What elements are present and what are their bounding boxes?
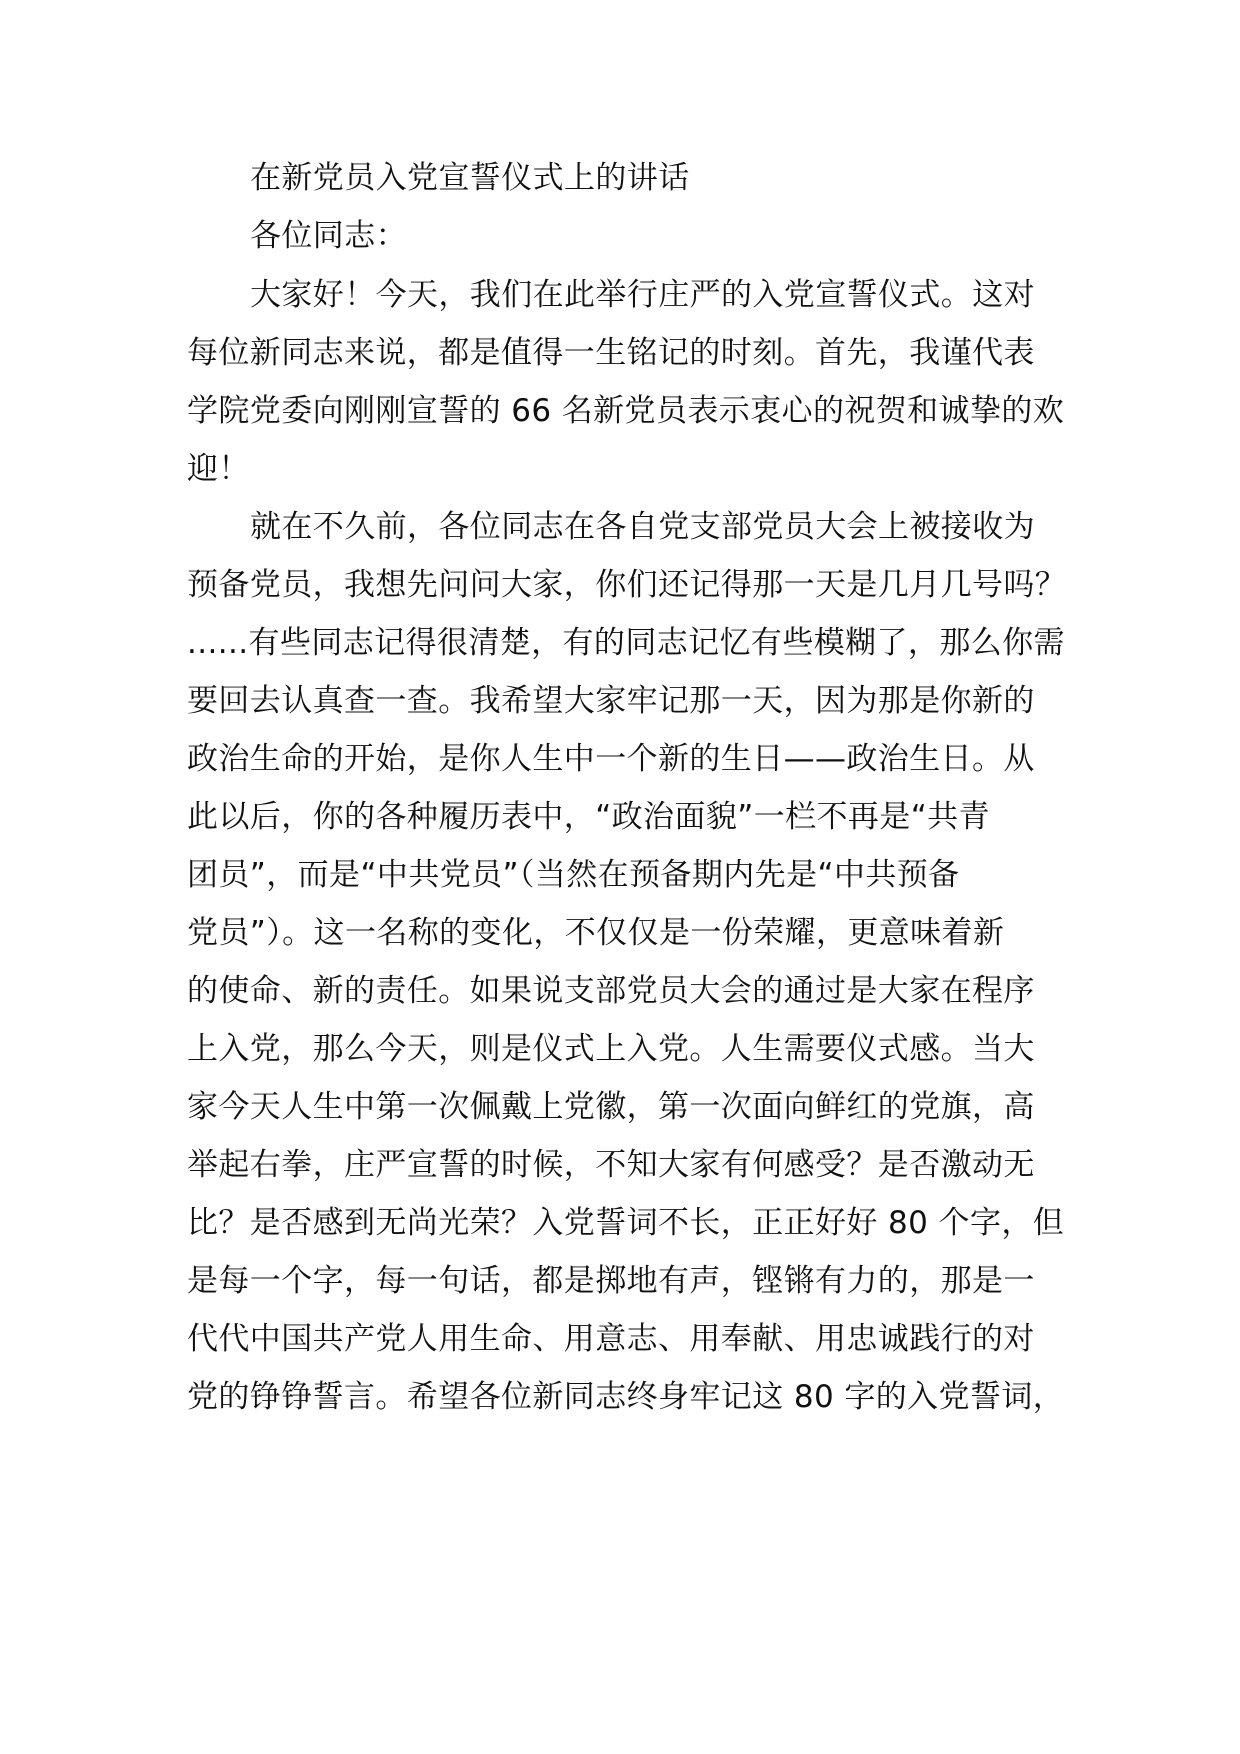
paragraph-1-line-2: 每位新同志来说，都是值得一生铭记的时刻。首先，我谨代表: [187, 335, 1035, 371]
paragraph-2-line-8: 党员”）。这一名称的变化，不仅仅是一份荣耀，更意味着新: [187, 915, 1005, 951]
paragraph-2-line-3: ......有些同志记得很清楚，有的同志记忆有些模糊了，那么你需: [187, 625, 1065, 661]
document-title: 在新党员入党宣誓仪式上的讲话: [250, 160, 690, 196]
paragraph-2-line-14: 是每一个字，每一句话，都是掷地有声，铿锵有力的，那是一: [187, 1263, 1035, 1299]
salutation: 各位同志：: [250, 218, 407, 254]
paragraph-2-line-16: 党的铮铮誓言。希望各位新同志终身牢记这 80 字的入党誓词，: [187, 1379, 1065, 1415]
paragraph-2-line-5: 政治生命的开始，是你人生中一个新的生日——政治生日。从: [187, 741, 1035, 777]
paragraph-2-line-4: 要回去认真查一查。我希望大家牢记那一天，因为那是你新的: [187, 683, 1035, 719]
paragraph-2-line-10: 上入党，那么今天，则是仪式上入党。人生需要仪式感。当大: [187, 1031, 1035, 1067]
paragraph-1-line-3: 学院党委向刚刚宣誓的 66 名新党员表示衷心的祝贺和诚挚的欢: [187, 393, 1065, 429]
paragraph-2-line-6: 此以后，你的各种履历表中，“政治面貌”一栏不再是“共青: [187, 799, 990, 835]
paragraph-2-line-15: 代代中国共产党人用生命、用意志、用奉献、用忠诚践行的对: [187, 1321, 1035, 1357]
paragraph-2-line-12: 举起右拳，庄严宣誓的时候，不知大家有何感受？是否激动无: [187, 1147, 1035, 1183]
paragraph-2-line-1: 就在不久前，各位同志在各自党支部党员大会上被接收为: [250, 509, 1035, 545]
paragraph-2-line-2: 预备党员，我想先问问大家，你们还记得那一天是几月几号吗？: [187, 567, 1067, 603]
paragraph-1-line-1: 大家好！今天，我们在此举行庄严的入党宣誓仪式。这对: [250, 277, 1035, 313]
paragraph-2-line-7: 团员”，而是“中共党员”（当然在预备期内先是“中共预备: [187, 857, 960, 893]
paragraph-2-line-9: 的使命、新的责任。如果说支部党员大会的通过是大家在程序: [187, 973, 1035, 1009]
paragraph-2-line-13: 比？是否感到无尚光荣？入党誓词不长，正正好好 80 个字，但: [187, 1205, 1065, 1241]
paragraph-1-line-4: 迎！: [187, 451, 250, 487]
paragraph-2-line-11: 家今天人生中第一次佩戴上党徽，第一次面向鲜红的党旗，高: [187, 1089, 1035, 1125]
